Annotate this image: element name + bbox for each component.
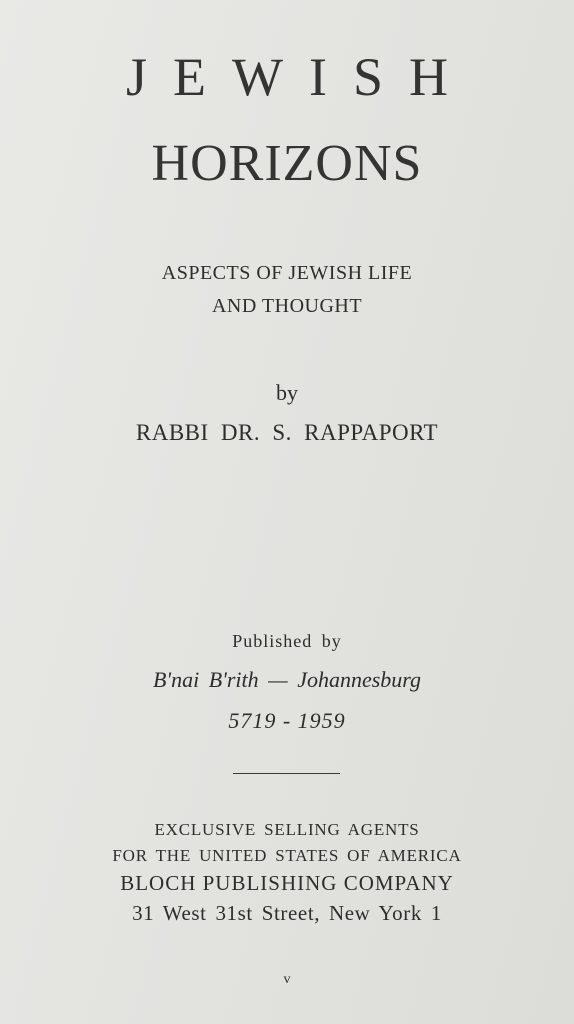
book-title-line-2: HORIZONS [151,135,423,192]
published-by-label: Published by [232,631,342,651]
page-number: v [283,972,291,987]
book-title-line-1: JEWISH [126,47,474,107]
author-name: RABBI DR. S. RAPPAPORT [135,420,439,445]
agents-line-1: EXCLUSIVE SELLING AGENTS [154,820,420,839]
subtitle-line-2: AND THOUGHT [211,295,363,317]
subtitle-line-1: ASPECTS OF JEWISH LIFE [161,262,413,284]
agents-line-2: FOR THE UNITED STATES OF AMERICA [112,846,462,865]
publication-year: 5719 - 1959 [228,708,346,733]
agent-address: 31 West 31st Street, New York 1 [132,901,442,925]
publisher-name: B'nai B'rith — Johannesburg [152,667,422,692]
divider-rule [233,773,340,774]
byline-by: by [276,380,298,405]
agent-company: BLOCH PUBLISHING COMPANY [120,871,454,895]
